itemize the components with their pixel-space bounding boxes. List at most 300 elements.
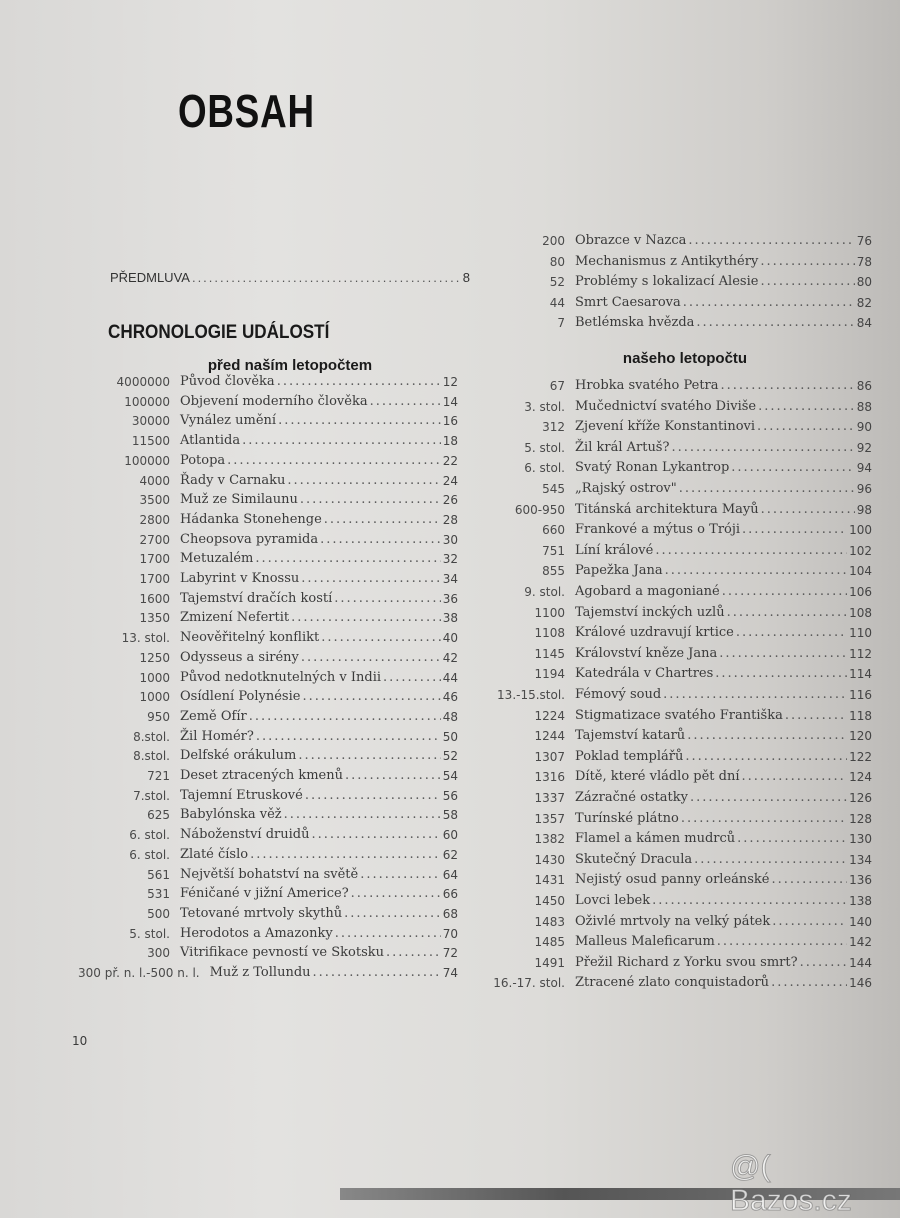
entry-date: 660	[542, 523, 565, 538]
entry-date: 1224	[534, 708, 565, 723]
entry-date: 1357	[534, 811, 565, 826]
entry-title: Herodotos a Amazonky	[180, 925, 333, 941]
toc-entry[interactable]	[70, 885, 458, 903]
entry-page: 64	[442, 867, 458, 882]
leader-dots	[256, 728, 441, 746]
leader-dots	[287, 472, 440, 490]
entry-title: Tajemní Etruskové	[180, 787, 303, 803]
entry-title: Labyrint v Knossu	[180, 571, 300, 586]
entry-date: 312	[542, 420, 565, 435]
entry-page: 142	[849, 935, 872, 950]
entry-title: Tajemství katarů	[575, 728, 686, 744]
entry-page: 16	[442, 414, 458, 429]
toc-entry[interactable]	[70, 826, 458, 844]
entry-title: Odysseus a sirény	[180, 649, 299, 665]
leader-dots	[192, 270, 461, 285]
entry-page: 94	[856, 461, 872, 476]
toc-entry[interactable]	[70, 491, 458, 509]
toc-entry[interactable]	[70, 787, 458, 805]
entry-date: 13.-15.stol.	[497, 688, 565, 702]
entry-title: Přežil Richard z Yorku svou smrt?	[575, 954, 798, 970]
entry-title: Zlaté číslo	[180, 846, 249, 862]
toc-entry[interactable]	[70, 806, 458, 824]
entry-page: 112	[849, 646, 872, 661]
toc-entry[interactable]	[70, 511, 458, 529]
leader-dots	[334, 590, 440, 608]
leader-dots	[772, 913, 847, 931]
entry-date: 1382	[534, 832, 565, 847]
entry-title: Ztracené zlato conquistadorů	[575, 975, 770, 991]
toc-entry[interactable]	[70, 688, 458, 706]
toc-entry[interactable]	[475, 439, 872, 457]
toc-entry[interactable]	[70, 550, 458, 568]
entry-date: 300	[147, 946, 170, 961]
entry-page: 96	[856, 482, 872, 496]
entry-title: Neověřitelný konflikt	[180, 630, 320, 646]
entry-date: 5. stol.	[524, 440, 565, 455]
toc-entry[interactable]	[70, 472, 458, 490]
leader-dots	[771, 974, 847, 992]
leader-dots	[731, 459, 854, 477]
toc-entry[interactable]	[485, 294, 872, 312]
toc-entry[interactable]	[475, 665, 872, 683]
entry-page: 110	[849, 626, 872, 641]
entry-title: Objevení moderního člověka	[180, 393, 368, 409]
toc-entry[interactable]	[475, 830, 872, 848]
entry-page: 12	[442, 375, 458, 389]
entry-page: 54	[442, 769, 458, 783]
entry-date: 7	[557, 316, 565, 330]
entry-date: 16.-17. stol.	[493, 976, 565, 991]
entry-date: 1194	[534, 667, 565, 682]
entry-date: 300 př. n. l.-500 n. l.	[78, 966, 200, 980]
leader-dots	[345, 767, 441, 785]
toc-entry[interactable]	[70, 452, 458, 470]
leader-dots	[671, 439, 854, 457]
page-number: 10	[72, 1034, 88, 1048]
entry-title: Metuzalém	[180, 551, 254, 567]
entry-date: 100000	[124, 453, 170, 468]
entry-page: 108	[849, 605, 872, 620]
toc-entry[interactable]	[475, 871, 872, 889]
entry-title: Lovci lebek	[575, 893, 651, 908]
entry-date: 67	[549, 379, 565, 393]
leader-dots	[321, 629, 440, 647]
entry-title: Papežka Jana	[575, 563, 663, 579]
entry-date: 1491	[534, 955, 565, 970]
entry-page: 124	[849, 770, 872, 785]
entry-page: 46	[442, 690, 458, 705]
entry-title: Cheopsova pyramida	[180, 531, 319, 547]
toc-entry[interactable]	[485, 314, 872, 332]
toc-entry[interactable]	[70, 747, 458, 765]
leader-dots	[383, 669, 441, 687]
leader-dots	[665, 562, 847, 580]
toc-entry[interactable]	[475, 418, 872, 436]
entry-page: 84	[856, 316, 872, 330]
entry-date: 11500	[131, 434, 170, 449]
bc-heading: před naším letopočtem	[207, 357, 373, 374]
entry-title: Titánská architektura Mayů	[575, 501, 759, 517]
entry-title: Původ nedotknutelných v Indii	[180, 669, 382, 685]
toc-entry[interactable]	[475, 459, 872, 477]
entry-page: 40	[442, 631, 458, 646]
entry-date: 500	[147, 906, 170, 921]
entry-date: 600-950	[514, 502, 565, 517]
toc-entry[interactable]	[70, 944, 458, 962]
toc-entry[interactable]	[475, 604, 872, 622]
leader-dots	[305, 787, 441, 805]
entry-date: 950	[147, 709, 170, 724]
entry-page: 118	[849, 708, 872, 723]
entry-title: Fémový soud	[575, 687, 662, 702]
toc-entry[interactable]	[475, 624, 872, 642]
entry-date: 855	[542, 564, 565, 579]
leader-dots	[719, 645, 847, 663]
entry-title: Muž z Tollundu	[209, 965, 311, 980]
entry-title: Nejistý osud panny orleánské	[575, 872, 770, 888]
entry-page: 24	[442, 473, 458, 488]
toc-entry-preface[interactable]	[110, 270, 470, 285]
entry-title: Země Ofír	[180, 708, 247, 724]
entry-page: 106	[849, 585, 872, 599]
entry-date: 6. stol.	[524, 461, 565, 476]
leader-dots	[696, 314, 854, 332]
leader-dots	[663, 686, 847, 704]
toc-entry[interactable]	[475, 686, 872, 704]
entry-page: 14	[442, 394, 458, 409]
toc-entry[interactable]	[475, 954, 872, 972]
leader-dots	[772, 871, 848, 889]
toc-entry[interactable]	[485, 232, 872, 250]
entry-page: 134	[849, 852, 872, 867]
leader-dots	[736, 624, 847, 642]
entry-title: Žil Homér?	[180, 728, 254, 744]
entry-page: 144	[849, 955, 872, 970]
leader-dots	[722, 583, 847, 601]
leader-dots	[757, 418, 855, 436]
leader-dots	[351, 885, 441, 903]
leader-dots	[761, 501, 855, 519]
toc-entry[interactable]	[475, 892, 872, 910]
entry-date: 30000	[131, 414, 170, 429]
leader-dots	[679, 480, 855, 498]
leader-dots	[652, 892, 847, 910]
entry-title: Tajemství inckých uzlů	[575, 604, 725, 620]
entry-title: Největší bohatství na světě	[180, 866, 359, 882]
entry-title: Flamel a kámen mudrců	[575, 831, 736, 847]
leader-dots	[727, 604, 848, 622]
entry-page: 90	[856, 420, 872, 435]
leader-dots	[655, 542, 847, 560]
entry-title: Malleus Maleficarum	[575, 934, 715, 950]
entry-date: 1000	[139, 690, 170, 705]
toc-entry[interactable]	[70, 728, 458, 746]
toc-entry[interactable]	[70, 570, 458, 588]
entry-title: Katedrála v Chartres	[575, 666, 714, 682]
entry-page: 66	[442, 887, 458, 902]
entry-title: Féničané v jižní Americe?	[180, 886, 349, 902]
toc-entry[interactable]	[78, 964, 458, 982]
entry-title: Řady v Carnaku	[180, 472, 286, 488]
entry-title: Babylónska věž	[180, 807, 282, 823]
toc-entry[interactable]	[475, 645, 872, 663]
toc-entry[interactable]	[70, 590, 458, 608]
entry-date: 1145	[534, 646, 565, 661]
toc-entry[interactable]	[70, 925, 458, 943]
toc-entry[interactable]	[70, 905, 458, 923]
leader-dots	[301, 649, 441, 667]
entry-title: Tetované mrtvoly skythů	[180, 905, 343, 921]
leader-dots	[681, 810, 847, 828]
entry-page: 58	[442, 808, 458, 823]
entry-page: 102	[849, 543, 872, 558]
entry-title: Frankové a mýtus o Tróji	[575, 522, 741, 538]
entry-page: 100	[849, 523, 872, 538]
entry-title: Náboženství druidů	[180, 827, 310, 843]
entry-title: Líní králové	[575, 542, 654, 558]
ad-heading: našeho letopočtu	[622, 350, 748, 367]
entry-title: Králové uzdravují krtice	[575, 625, 734, 641]
page-title: OBSAH	[178, 85, 315, 137]
leader-dots	[760, 253, 854, 271]
entry-page: 68	[442, 906, 458, 921]
leader-dots	[360, 866, 440, 884]
entry-date: 200	[542, 234, 565, 248]
entry-date: 2800	[139, 512, 170, 527]
toc-entry[interactable]	[475, 913, 872, 931]
entry-title: Obrazce v Nazca	[575, 233, 687, 248]
entry-page: 76	[856, 234, 872, 248]
entry-page: 36	[442, 591, 458, 606]
toc-entry[interactable]	[475, 542, 872, 560]
leader-dots	[242, 432, 441, 450]
entry-page: 138	[849, 894, 872, 908]
entry-title: Atlantida	[180, 433, 241, 449]
entry-date: 3. stol.	[524, 399, 565, 414]
toc-entry[interactable]	[70, 846, 458, 864]
entry-page: 92	[856, 440, 872, 455]
entry-date: 2700	[139, 532, 170, 547]
entry-page: 44	[442, 670, 458, 685]
toc-entry[interactable]	[475, 707, 872, 725]
entry-page: 136	[849, 873, 872, 888]
entry-date: 545	[542, 482, 565, 496]
entry-title: Turínské plátno	[575, 810, 679, 826]
leader-dots	[302, 688, 440, 706]
leader-dots	[683, 294, 855, 312]
entry-page: 82	[856, 295, 872, 310]
leader-dots	[284, 806, 441, 824]
entry-title: Hádanka Stonehenge	[180, 511, 322, 527]
entry-date: 1430	[534, 852, 565, 867]
entry-page: 38	[442, 611, 458, 626]
entry-page: 114	[849, 667, 872, 682]
leader-dots	[335, 925, 441, 943]
leader-dots	[687, 727, 847, 745]
toc-entry[interactable]	[70, 531, 458, 549]
toc-entry[interactable]	[70, 708, 458, 726]
leader-dots	[785, 707, 847, 725]
leader-dots	[694, 851, 847, 869]
entry-date: 3500	[139, 493, 170, 508]
entry-title: Zmizení Nefertit	[180, 610, 290, 626]
toc-entry[interactable]	[475, 562, 872, 580]
toc-entry[interactable]	[70, 412, 458, 430]
toc-entry[interactable]	[475, 789, 872, 807]
leader-dots	[685, 748, 847, 766]
entry-date: 1350	[139, 611, 170, 626]
watermark-logo: @( Bazos.cz	[730, 1150, 852, 1217]
toc-entry[interactable]	[475, 521, 872, 539]
entry-page: 146	[849, 976, 872, 991]
entry-date: 1100	[534, 605, 565, 620]
toc-entry[interactable]	[70, 649, 458, 667]
toc-entry[interactable]	[475, 727, 872, 745]
entry-title: Svatý Ronan Lykantrop	[575, 460, 730, 476]
toc-entry[interactable]	[475, 851, 872, 869]
entry-date: 6. stol.	[129, 828, 170, 843]
toc-entry[interactable]	[475, 768, 872, 786]
entry-date: 7.stol.	[133, 788, 170, 803]
toc-entry[interactable]	[485, 273, 872, 291]
entry-date: 4000	[139, 473, 170, 488]
entry-date: 44	[549, 295, 565, 310]
entry-page: 28	[442, 512, 458, 527]
leader-dots	[715, 665, 847, 683]
chronology-heading: CHRONOLOGIE UDÁLOSTÍ	[108, 322, 330, 343]
leader-dots	[249, 708, 441, 726]
entry-date: 13. stol.	[121, 631, 170, 646]
leader-dots	[313, 964, 441, 982]
entry-title: Potopa	[180, 452, 226, 468]
leader-dots	[324, 511, 441, 529]
entry-date: 1431	[534, 873, 565, 888]
entry-title: Stigmatizace svatého Františka	[575, 707, 783, 723]
entry-date: 1108	[534, 626, 565, 641]
toc-entry[interactable]	[70, 629, 458, 647]
entry-date: 1485	[534, 935, 565, 950]
entry-page: 130	[849, 832, 872, 847]
toc-entry[interactable]	[70, 767, 458, 785]
entry-date: 531	[147, 887, 170, 902]
toc-entry[interactable]	[70, 609, 458, 627]
leader-dots	[250, 846, 441, 864]
entry-title: Smrt Caesarova	[575, 294, 681, 310]
entry-page: 60	[442, 828, 458, 843]
entry-date: 1700	[139, 572, 170, 586]
leader-dots	[291, 609, 441, 627]
entry-title: Mechanismus z Antikythéry	[575, 253, 759, 269]
leader-dots	[800, 954, 848, 972]
entry-date: 1700	[139, 552, 170, 567]
leader-dots	[690, 789, 847, 807]
entry-date: 1244	[534, 729, 565, 744]
entry-title: Zjevení kříže Konstantinovi	[575, 419, 756, 435]
entry-date: 1307	[534, 749, 565, 764]
entry-page: 50	[442, 729, 458, 744]
entry-date: 1600	[139, 591, 170, 606]
toc-entry[interactable]	[475, 933, 872, 951]
entry-date: 751	[542, 543, 565, 558]
entry-page: 52	[442, 749, 458, 764]
toc-entry[interactable]	[70, 669, 458, 687]
entry-date: 6. stol.	[129, 847, 170, 862]
entry-page: 104	[849, 564, 872, 579]
entry-title: Žil král Artuš?	[575, 439, 670, 455]
entry-title: Vitrifikace pevností ve Skotsku	[180, 945, 384, 961]
entry-date: 1250	[139, 650, 170, 665]
entry-title: Osídlení Polynésie	[180, 689, 301, 705]
leader-dots	[758, 398, 855, 416]
toc-entry[interactable]	[70, 393, 458, 411]
toc-entry[interactable]	[475, 748, 872, 766]
entry-date: 1316	[534, 770, 565, 785]
entry-page: 126	[849, 791, 872, 805]
leader-dots	[227, 452, 441, 470]
entry-page: 34	[442, 572, 458, 586]
toc-entry[interactable]	[70, 432, 458, 450]
entry-page: 32	[442, 552, 458, 567]
entry-date: 8.stol.	[133, 749, 170, 764]
toc-entry[interactable]	[475, 377, 872, 395]
entry-title: Skutečný Dracula	[575, 851, 693, 867]
toc-entry[interactable]	[485, 253, 872, 271]
toc-entry[interactable]	[475, 810, 872, 828]
entry-page: 78	[856, 254, 872, 269]
entry-page: 30	[442, 532, 458, 547]
entry-page: 72	[442, 946, 458, 961]
entry-title: Deset ztracených kmenů	[180, 768, 343, 783]
entry-date: 5. stol.	[129, 926, 170, 941]
entry-title: Betlémska hvězda	[575, 315, 695, 330]
entry-page: 62	[442, 847, 458, 862]
entry-date: 1483	[534, 914, 565, 929]
entry-page: 18	[442, 434, 458, 449]
entry-date: 9. stol.	[524, 585, 565, 599]
entry-date: 625	[147, 808, 170, 823]
toc-entry[interactable]	[475, 974, 872, 992]
toc-entry[interactable]	[475, 398, 872, 416]
toc-entry[interactable]	[475, 583, 872, 601]
entry-page: 122	[849, 749, 872, 764]
entry-page: 86	[856, 379, 872, 393]
entry-page: 120	[849, 729, 872, 744]
leader-dots	[721, 377, 855, 395]
leader-dots	[311, 826, 440, 844]
entry-title: Hrobka svatého Petra	[575, 378, 719, 393]
toc-entry[interactable]	[70, 373, 458, 391]
leader-dots	[742, 521, 847, 539]
toc-entry[interactable]	[475, 501, 872, 519]
entry-title: Tajemství dračích kostí	[180, 590, 333, 606]
entry-page: 74	[442, 966, 458, 980]
entry-title: Poklad templářů	[575, 748, 684, 764]
entry-page: 116	[849, 688, 872, 702]
entry-page: 26	[442, 493, 458, 508]
toc-entry[interactable]	[70, 866, 458, 884]
entry-page: 98	[856, 502, 872, 517]
entry-date: 561	[147, 867, 170, 882]
leader-dots	[742, 768, 848, 786]
toc-entry[interactable]	[475, 480, 872, 498]
leader-dots	[386, 944, 441, 962]
leader-dots	[300, 491, 441, 509]
entry-page: 140	[849, 914, 872, 929]
leader-dots	[298, 747, 440, 765]
entry-title: Mučednictví svatého Diviše	[575, 398, 757, 414]
entry-date: 1450	[534, 894, 565, 908]
